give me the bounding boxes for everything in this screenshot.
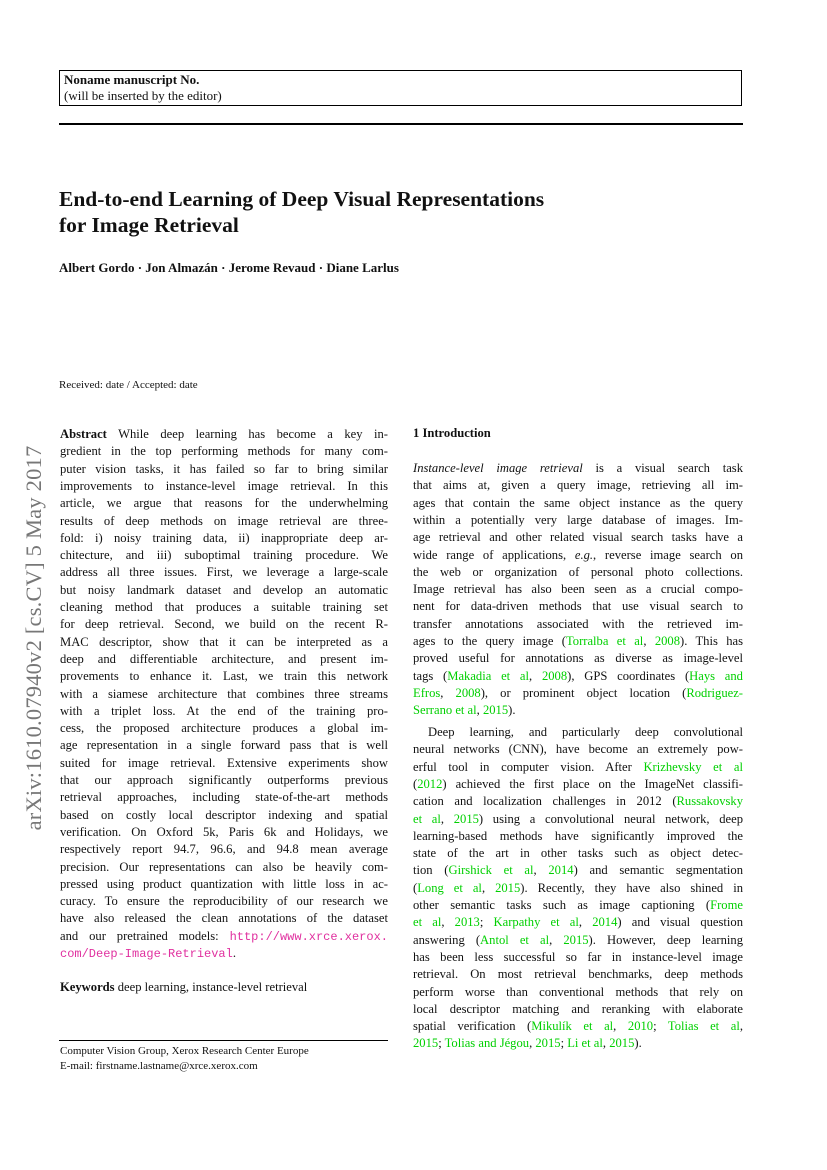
text-line <box>413 598 743 615</box>
text: , <box>549 932 564 947</box>
text-line <box>413 564 743 581</box>
citation-link[interactable]: Long et al <box>417 880 482 895</box>
text: precision. Our representations can also be heavily com- <box>60 859 388 874</box>
citation-link[interactable]: 2015 <box>563 932 589 947</box>
citation-link[interactable]: Russakovsky <box>676 794 743 809</box>
citation-link[interactable]: Li et al <box>567 1036 603 1051</box>
text: ). <box>508 703 516 718</box>
author-list: Albert Gordo · Jon Almazán · Jerome Revaud · Diane Larlus <box>59 260 399 275</box>
text-line <box>413 668 743 685</box>
text-line <box>413 759 743 776</box>
text: with a triplet loss. At the end of the training pro- <box>60 703 388 718</box>
text-line <box>413 529 743 546</box>
text: answering ( <box>413 932 481 947</box>
text-line <box>413 793 743 810</box>
text: respectively report 94.7, 96.6, and 94.8 mean average <box>60 842 388 857</box>
text: wide range of applications, <box>413 547 575 562</box>
text: that aims at, given a query image, retrieving all im- <box>413 478 743 493</box>
text-line <box>413 776 743 793</box>
text: , <box>529 1036 536 1051</box>
paper-title <box>59 186 739 238</box>
text: and our pretrained models: <box>60 928 230 943</box>
text: ) and visual question <box>617 915 743 930</box>
text: spatial verification ( <box>413 1019 532 1034</box>
text: within a potentially very large database of images. Im- <box>413 512 743 527</box>
text-line <box>60 443 388 460</box>
text: suited for image retrieval. Extensive experiments show <box>60 755 388 770</box>
url-link[interactable]: http://www.xrce.xerox. <box>229 929 388 944</box>
citation-link[interactable]: Hays and <box>689 668 743 683</box>
keywords-text: deep learning, instance-level retrieval <box>114 980 308 994</box>
text-line <box>60 513 388 530</box>
keywords-label: Keywords <box>60 980 115 994</box>
text: pressed using product quantization with little loss in ac- <box>60 876 388 891</box>
citation-link[interactable]: Tolias et al <box>667 1019 740 1034</box>
text-line <box>413 477 743 494</box>
text: erful tool in computer vision. After <box>413 759 644 774</box>
text-line <box>60 547 388 564</box>
text-line <box>413 616 743 633</box>
text: Deep learning, and particularly deep convolutional <box>428 725 743 739</box>
text: ; <box>653 1019 668 1034</box>
text: cess, the proposed architecture produces a global im- <box>60 721 388 736</box>
text: is a visual search task <box>582 461 743 475</box>
text-line <box>413 702 743 719</box>
abstract-label: Abstract <box>60 427 107 441</box>
citation-link[interactable]: 2014 <box>592 915 618 930</box>
citation-link[interactable]: 2012 <box>417 776 443 791</box>
text: , <box>533 863 549 878</box>
citation-link[interactable]: Torralba et al <box>565 634 644 648</box>
text: . <box>232 946 236 960</box>
text-line <box>60 737 388 754</box>
text: ), or prominent object location ( <box>480 685 687 700</box>
title-line: for Image Retrieval <box>59 213 239 237</box>
text-line <box>60 651 388 668</box>
text-line <box>60 893 388 910</box>
text: ). However, deep learning <box>588 932 744 947</box>
text: deep and differentiable architecture, and present im- <box>60 651 388 666</box>
text: , <box>578 915 593 930</box>
text: ) using a convolutional neural network, deep <box>478 811 744 826</box>
text: learning-based methods have significantly improved the <box>413 828 743 843</box>
text: MAC descriptor, show that it can be interpreted as a <box>60 634 388 649</box>
text: article, we argue that reasons for the underwhelming <box>60 496 388 511</box>
text: with a siamese architecture that combines three streams <box>60 686 388 701</box>
text: , <box>441 915 455 930</box>
url-link[interactable]: com/Deep-Image-Retrieval <box>60 947 233 961</box>
text-line <box>413 1018 743 1035</box>
text: ). <box>634 1036 642 1051</box>
citation-link[interactable]: Girshick et al <box>448 863 534 878</box>
text: neural networks (CNN), have become an extremely pow- <box>413 742 743 757</box>
text-line <box>413 811 743 828</box>
citation-link[interactable]: Rodriguez- <box>686 685 743 700</box>
editor-note: (will be inserted by the editor) <box>64 88 222 103</box>
text: tags ( <box>413 668 448 683</box>
text-line <box>60 789 388 806</box>
citation-link[interactable]: Karpathy et al <box>493 915 579 930</box>
text: Image retrieval has also been seen as a crucial compo- <box>413 582 743 597</box>
text-line <box>60 530 388 547</box>
text-line <box>413 633 743 650</box>
text: proved useful for annotations as diverse as image-level <box>413 651 743 666</box>
text-line <box>60 807 388 824</box>
text-line <box>60 564 388 581</box>
text: retrieval approaches, including state-of-the-art methods <box>60 790 388 805</box>
citation-link[interactable]: 2013 <box>454 915 480 930</box>
text: provements to enhance it. Last, we train this network <box>60 669 388 684</box>
text-line <box>60 426 388 443</box>
text: local descriptor matching and reranking with elaborate <box>413 1001 743 1016</box>
text: cation and localization challenges in 2012 ( <box>413 794 677 809</box>
text-line <box>413 495 743 512</box>
text-line <box>60 686 388 703</box>
citation-link[interactable]: 2010 <box>627 1019 654 1034</box>
text: , <box>643 634 655 648</box>
text-line <box>413 460 743 477</box>
text: ) achieved the first place on the ImageNet classifi- <box>442 776 743 791</box>
text: While deep learning has become a key in- <box>106 427 388 441</box>
received-date: Received: date / Accepted: date <box>59 379 198 391</box>
text: , <box>739 1019 743 1034</box>
text: ). Recently, they have also shined in <box>520 880 744 895</box>
text: ; <box>560 1036 568 1051</box>
text: ). This has <box>680 634 743 648</box>
text-line <box>60 876 388 893</box>
text: , <box>529 668 542 683</box>
text: ), GPS coordinates ( <box>567 668 690 683</box>
citation-link[interactable]: 2015 <box>495 880 521 895</box>
text-line <box>60 634 388 651</box>
text: tion ( <box>413 863 449 878</box>
text-line <box>413 685 743 702</box>
title-line: End-to-end Learning of Deep Visual Representations <box>59 187 545 211</box>
citation-link[interactable]: et al <box>413 915 442 930</box>
section-heading: 1 Introduction <box>413 426 491 440</box>
text-line <box>60 582 388 599</box>
text-line <box>413 949 743 966</box>
text: results of deep methods on image retrieval are three- <box>60 513 388 528</box>
text: ages to the query image ( <box>413 634 566 648</box>
text: improvements to instance-level image retrieval. In this <box>60 478 388 493</box>
citation-link[interactable]: 2008 <box>654 634 680 648</box>
footnote-rule <box>59 1040 388 1041</box>
text-line <box>60 461 388 478</box>
text: ( <box>413 880 418 895</box>
citation-link[interactable]: 2015 <box>453 811 479 826</box>
citation-link[interactable]: Tolias and Jégou <box>444 1036 530 1051</box>
text: ) and semantic segmentation <box>573 863 744 878</box>
text-line <box>60 616 388 633</box>
text-line <box>60 824 388 841</box>
text-line <box>60 910 388 927</box>
citation-link[interactable]: 2015 <box>482 703 509 718</box>
text-line <box>60 928 388 946</box>
text: have also released the clean annotations of the dataset <box>60 911 388 926</box>
text-line <box>413 897 743 914</box>
text: ages that contain the same object instance as the query <box>413 495 743 510</box>
text: , <box>481 880 496 895</box>
text-line <box>60 668 388 685</box>
citation-link[interactable]: 2015 <box>609 1036 635 1051</box>
text-line <box>60 478 388 495</box>
emphasis: Instance-level image retrieval <box>413 461 583 475</box>
text-line <box>60 703 388 720</box>
citation-link[interactable]: Krizhevsky et al <box>643 759 743 774</box>
citation-link[interactable]: Mikulík et al <box>531 1019 614 1034</box>
arxiv-stamp: arXiv:1610.07940v2 [cs.CV] 5 May 2017 <box>21 445 46 831</box>
text-line <box>60 755 388 772</box>
text-line <box>413 724 743 741</box>
text-line <box>413 547 743 564</box>
text-line <box>413 1035 743 1052</box>
citation-link[interactable]: Efros <box>413 685 441 700</box>
text-line <box>413 932 743 949</box>
text: cleaning method that produces a suitable training set <box>60 600 388 614</box>
text: fold: i) noisy training data, ii) inappropriate deep ar- <box>60 530 388 545</box>
text: that our approach significantly outperforms previous <box>60 773 388 787</box>
text: chitecture, and iii) suboptimal training procedure. We <box>60 548 388 563</box>
text-line <box>60 859 388 876</box>
text: based on costly local descriptor indexing and spatial <box>60 807 388 822</box>
text-line <box>60 772 388 789</box>
text: but noisy landmark dataset and develop an automatic <box>60 582 388 597</box>
text-line <box>413 880 743 897</box>
text-line <box>60 495 388 512</box>
text: , <box>476 703 483 718</box>
header-rule <box>59 123 743 125</box>
text-line <box>60 945 388 963</box>
text: has been less successful so far in instance-level image <box>413 949 743 964</box>
text-line <box>413 845 743 862</box>
text-line <box>413 1001 743 1018</box>
text: verification. On Oxford 5k, Paris 6k and Holidays, we <box>60 824 388 839</box>
citation-link[interactable]: et al <box>413 811 441 826</box>
text: puter vision tasks, it has failed so far to bring similar <box>60 461 388 476</box>
text-line <box>413 581 743 598</box>
text: ; <box>479 915 494 930</box>
text: the web or organization of personal photo collections. <box>413 564 743 579</box>
text: age retrieval and other related visual search tasks have a <box>413 530 743 545</box>
text: other semantic tasks such as image captioning ( <box>413 898 711 912</box>
citation-link[interactable]: Serrano et al <box>413 703 477 718</box>
text: , <box>440 811 454 826</box>
text: curacy. To ensure the reproducibility of our research we <box>60 894 388 909</box>
text-line <box>413 984 743 1001</box>
text: , <box>613 1019 628 1034</box>
text: transfer annotations associated with the retrieved im- <box>413 616 743 631</box>
text: , <box>602 1036 610 1051</box>
text: ( <box>413 776 418 791</box>
text-line <box>413 512 743 529</box>
citation-link[interactable]: Makadia et al <box>447 668 530 683</box>
text: retrieval. On most retrieval benchmarks, deep methods <box>413 967 743 982</box>
citation-link[interactable]: 2015 <box>413 1036 439 1051</box>
text-line <box>413 828 743 845</box>
text: perform worse than conventional methods that rely on <box>413 984 743 999</box>
citation-link[interactable]: Frome <box>710 898 743 912</box>
text: for deep retrieval. Second, we build on the recent R- <box>60 617 388 632</box>
text: , <box>440 685 456 700</box>
text: ; <box>438 1036 445 1051</box>
citation-link[interactable]: 2008 <box>541 668 568 683</box>
text: address all three issues. First, we leverage a large-scale <box>60 565 388 580</box>
text-line <box>413 862 743 879</box>
text-line <box>413 741 743 758</box>
citation-link[interactable]: 2014 <box>548 863 574 878</box>
keywords <box>60 980 307 995</box>
text: , reverse image search on <box>593 547 743 562</box>
emphasis: e.g. <box>574 547 594 562</box>
text: state of the art in other tasks such as object detec- <box>413 846 743 861</box>
text-line <box>60 720 388 737</box>
manuscript-number: Noname manuscript No. <box>64 72 200 87</box>
citation-link[interactable]: 2008 <box>455 685 481 700</box>
text-line <box>413 650 743 667</box>
affiliation: Computer Vision Group, Xerox Research Center Europe <box>60 1045 309 1057</box>
email: E-mail: firstname.lastname@xrce.xerox.com <box>60 1060 258 1072</box>
text-line <box>60 599 388 616</box>
text-line <box>413 966 743 983</box>
text: nent for data-driven methods that use visual search to <box>413 599 743 614</box>
text-line <box>60 841 388 858</box>
citation-link[interactable]: Antol et al <box>480 932 550 947</box>
text: gredient in the top performing methods for many com- <box>60 444 388 459</box>
text: age representation in a single forward pass that is well <box>60 738 388 753</box>
citation-link[interactable]: 2015 <box>535 1036 561 1051</box>
text-line <box>413 914 743 931</box>
